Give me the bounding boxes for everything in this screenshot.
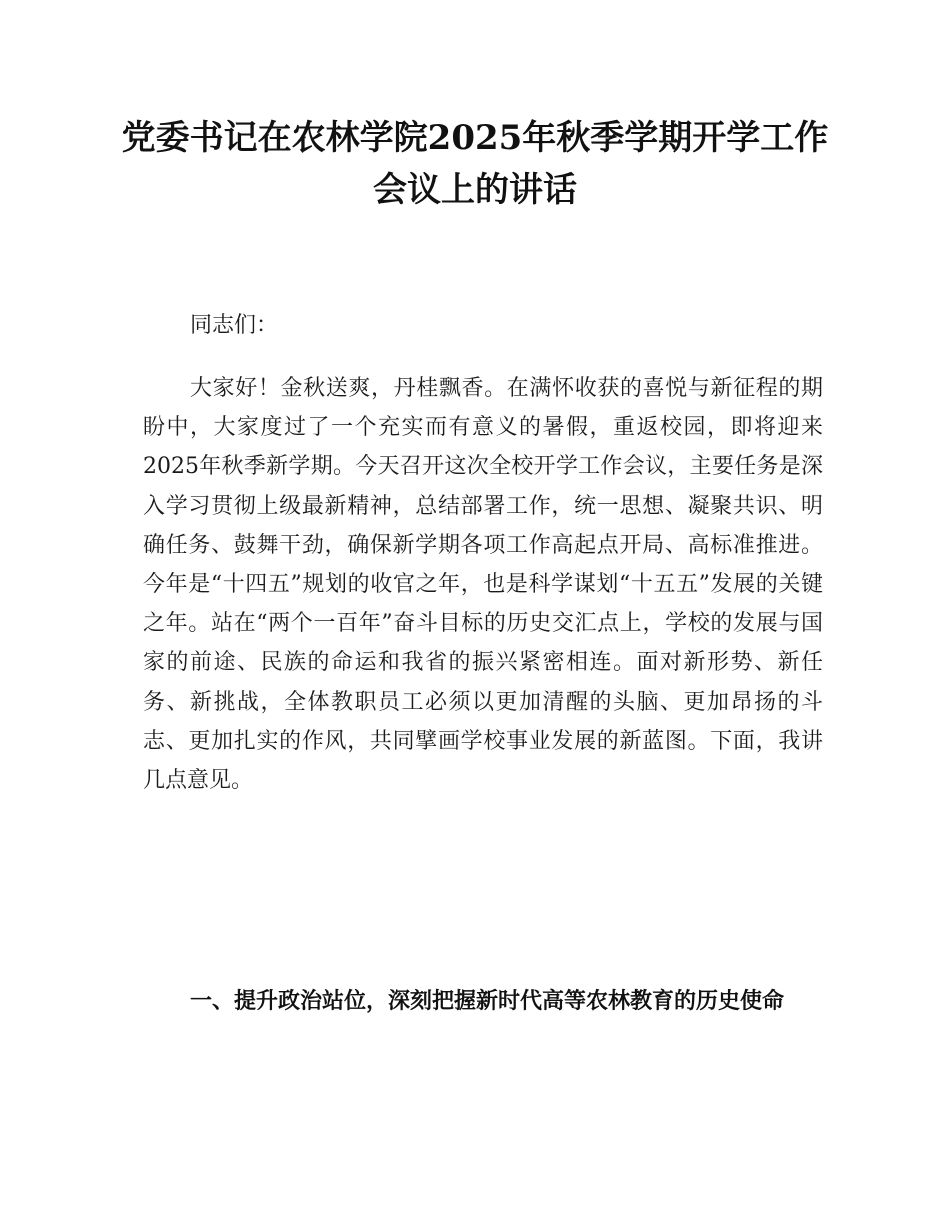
document-title: 党委书记在农林学院2025年秋季学期开学工作会议上的讲话 [121,118,829,210]
body-paragraph: 大家好！金秋送爽，丹桂飘香。在满怀收获的喜悦与新征程的期盼中，大家度过了一个充实而有意义的暑假，重返校园，即将迎来2025年秋季新学期。今天召开这次全校开学工作会议，主要任务是深入学习贯彻上级最新精神，总结部署工作，统一思想、凝聚共识、明确任务、鼓舞干劲，确保新学期各项工作高起点开局、高标准推进。今年是“十四五”规划的收官之年，也是科学谋划“十五五”发展的关键之年。站在“两个一百年”奋斗目标的历史交汇点上，学校的发展与国家的前途、民族的命运和我省的振兴紧密相连。面对新形势、新任务、新挑战，全体教职员工必须以更加清醒的头脑、更加昂扬的斗志、更加扎实的作风，共同擘画学校事业发展的新蓝图。下面，我讲几点意见。 [143,376,823,794]
section-heading: 一、提升政治站位，深刻把握新时代高等农林教育的历史使命 [190,989,785,1014]
salutation: 同志们： [190,313,279,338]
